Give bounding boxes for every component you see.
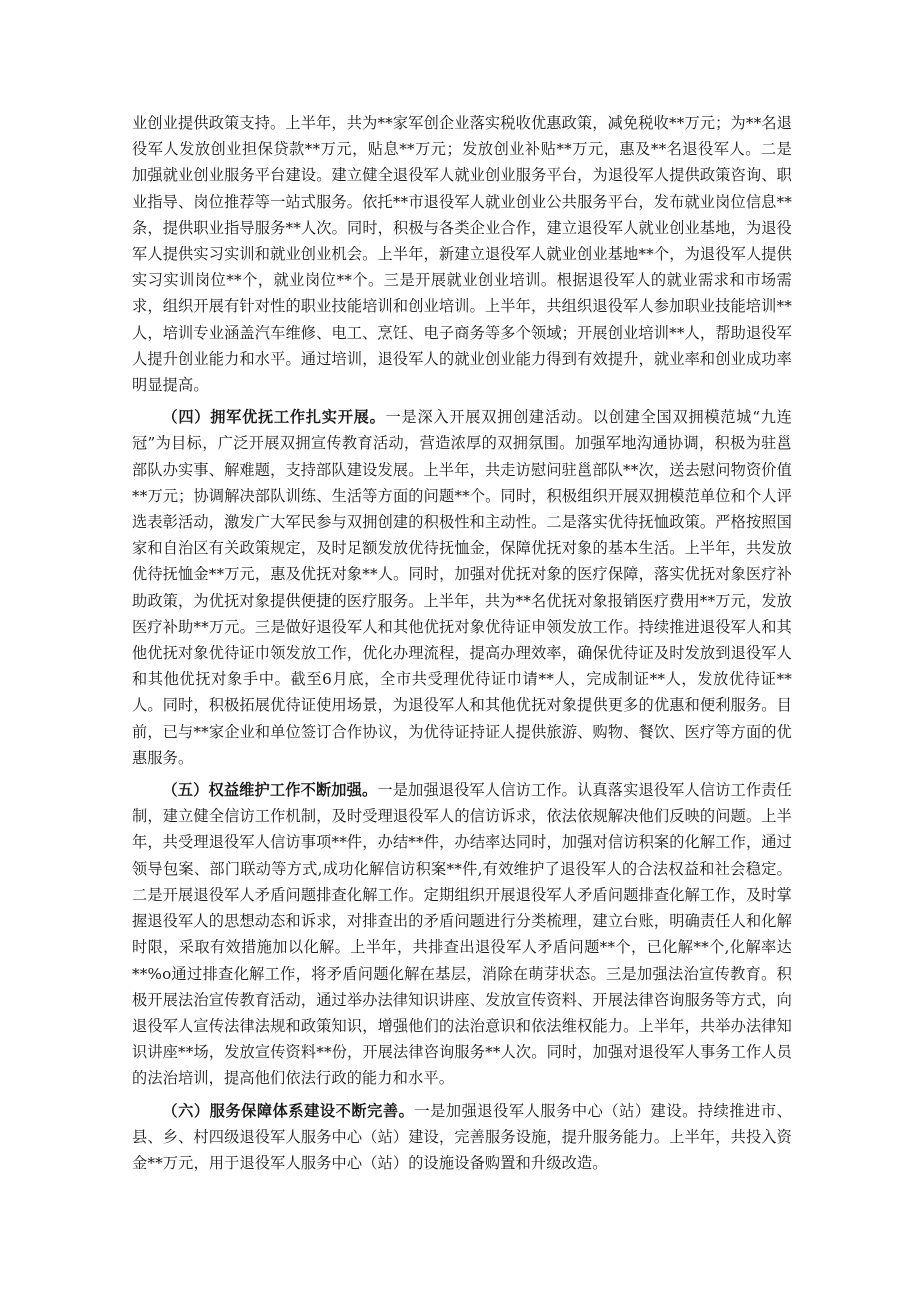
section-heading: （五）权益维护工作不断加强。 — [162, 781, 378, 800]
section-heading: （六）服务保障体系建设不断完善。 — [162, 1101, 415, 1120]
paragraph-body: 业创业提供政策支持。上半年，共为**家军创企业落实税收优惠政策，减免税收**万元；为**名退役军人发放创业担保贷款**万元，贴息**万元；发放创业补贴**万元，惠及**名退役军人。二是加强就业创业服务平台建设。建立健全退役军人就业创业服务平台，为退役军人提供政策咨询、职业指导、岗位推荐等一站式服务。依托**市退役军人就业创业公共服务平台，发布就业岗位信息**条，提供职业指导服务**人次。同时，积极与各类企业合作，建立退役军人就业创业基地，为退役军人提供实习实训和就业创业机会。上半年，新建立退役军人就业创业基地**个，为退役军人提供实习实训岗位**个，就业岗位**个。三是开展就业创业培训。根据退役军人的就业需求和市场需求，组织开展有针对性的职业技能培训和创业培训。上半年，共组织退役军人参加职业技能培训**人，培训专业涵盖汽车维修、电工、烹饪、电子商务等多个领域；开展创业培训**人，帮助退役军人提升创业能力和水平。通过培训，退役军人的就业创业能力得到有效提升，就业率和创业成功率明显提高。 — [132, 114, 792, 395]
paragraph-body: 一是深入开展双拥创建活动。以创建全国双拥模范城“九连冠”为目标，广泛开展双拥宣传教育活动，营造浓厚的双拥氛围。加强军地沟通协调，积极为驻邕部队办实事、解难题，支持部队建设发展。上半年，共走访慰问驻邕部队**次，送去慰问物资价值**万元；协调解决部队训练、生活等方面的问题**个。同时，积极组织开展双拥模范单位和个人评选表彰活动，激发广大军民参与双拥创建的积极性和主动性。二是落实优待抚恤政策。严格按照国家和自治区有关政策规定，及时足额发放优待抚恤金，保障优抚对象的基本生活。上半年，共发放优待抚恤金**万元，惠及优抚对象**人。同时，加强对优抚对象的医疗保障，落实优抚对象医疗补助政策，为优抚对象提供便捷的医疗服务。上半年，共为**名优抚对象报销医疗费用**万元，发放医疗补助**万元。三是做好退役军人和其他优抚对象优待证申领发放工作。持续推进退役军人和其他优抚对象优待证巾领发放工作，优化办理流程，提高办理效率，确保优待证及时发放到退役军人和其他优抚对象手中。截至6月底，全市共受理优待证巾请**人，完成制证**人，发放优待证**人。同时，积极拓展优待证使用场景，为退役军人和其他优抚对象提供更多的优惠和便利服务。目前，已与**家企业和单位签订合作协议，为优待证持证人提供旅游、购物、餐饮、医疗等方面的优惠服务。 — [132, 408, 792, 767]
paragraph-section-4 — [132, 404, 792, 771]
paragraph-body: 一是加强退役军人服务中心（站）建设。持续推进市、县、乡、村四级退役军人服务中心（站）建设，完善服务设施，提升服务能力。上半年，共投入资金**万元，用于退役军人服务中心（站）的设施设备购置和升级改造。 — [132, 1101, 792, 1172]
document-body — [132, 110, 792, 1182]
section-heading: （四）拥军优抚工作扎实开展。 — [162, 408, 386, 427]
paragraph-section-6 — [132, 1098, 792, 1177]
paragraph-continued — [132, 110, 792, 398]
paragraph-section-5 — [132, 777, 792, 1091]
paragraph-body: 一是加强退役军人信访工作。认真落实退役军人信访工作责任制，建立健全信访工作机制，及时受理退役军人的信访诉求，依法依规解决他们反映的问题。上半年，共受理退役军人信访事项**件，办结**件，办结率达同时，加强对信访积案的化解工作，通过领导包案、部门联动等方式,成功化解信访积案**件,有效维护了退役军人的合法权益和社会稳定。二是开展退役军人矛盾问题排查化解工作。定期组织开展退役军人矛盾问题排查化解工作，及时掌握退役军人的思想动态和诉求，对排查出的矛盾问题进行分类梳理，建立台账，明确责任人和化解时限，采取有效措施加以化解。上半年，共排查出退役军人矛盾问题**个，已化解**个,化解率达**%o通过排查化解工作，将矛盾问题化解在基层，消除在萌芽状态。三是加强法治宣传教育。积极开展法治宣传教育活动，通过举办法律知识讲座、发放宣传资料、开展法律咨询服务等方式，向退役军人宣传法律法规和政策知识，增强他们的法治意识和依法维权能力。上半年，共举办法律知识讲座**场，发放宣传资料**份，开展法律咨询服务**人次。同时，加强对退役军人事务工作人员的法治培训，提高他们依法行政的能力和水平。 — [132, 781, 792, 1088]
